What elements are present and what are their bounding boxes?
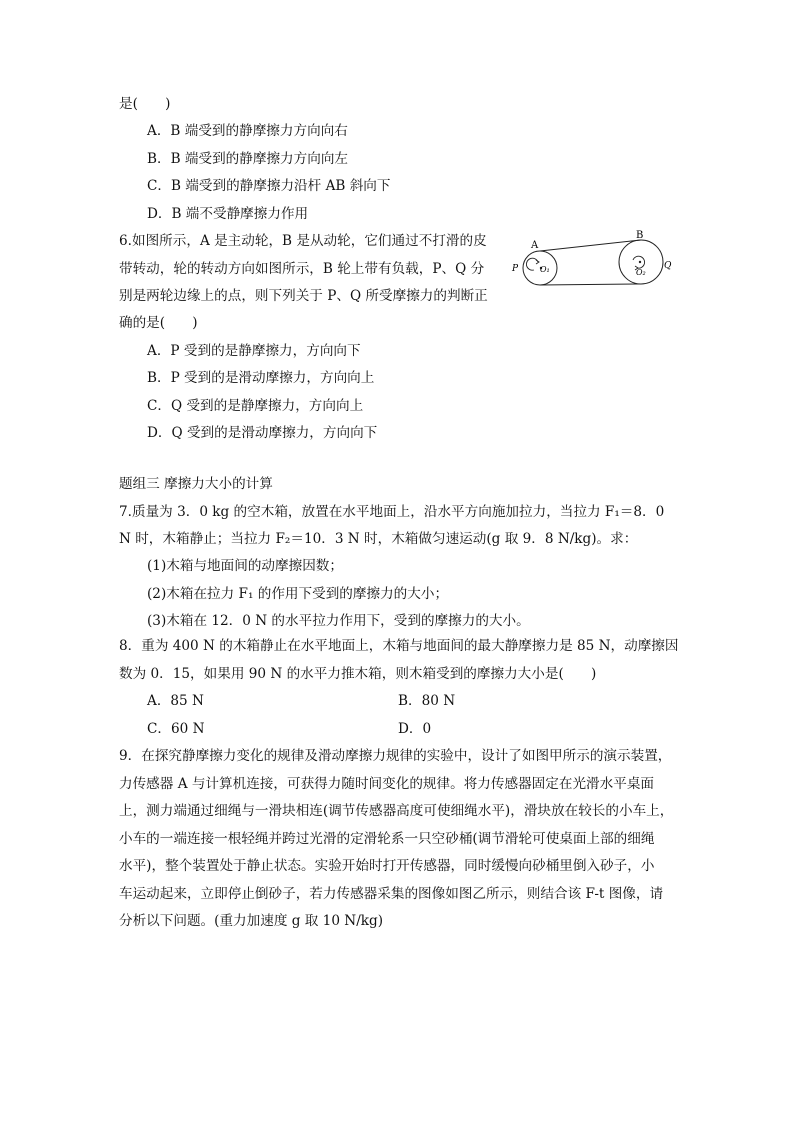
q9-stem-line-6: 车运动起来，立即停止倒砂子，若力传感器采集的图像如图乙所示，则结合该 F-t 图像，请 <box>119 886 664 902</box>
q6-stem-line-1: 6.如图所示，A 是主动轮，B 是从动轮，它们通过不打滑的皮 <box>119 233 487 249</box>
q7-sub-3: (3)木箱在 12．0 N 的水平拉力作用下，受到的摩擦力的大小。 <box>147 613 530 629</box>
q6-option-d: D．Q 受到的是滑动摩擦力，方向向下 <box>147 425 378 441</box>
q5-stem-end: 是( ) <box>119 96 171 112</box>
q6-stem-line-4: 确的是( ) <box>119 315 198 331</box>
center-o2 <box>639 261 641 263</box>
q7-sub-1: (1)木箱与地面间的动摩擦因数； <box>147 558 343 574</box>
belt-bottom <box>540 284 641 285</box>
rotation-arrow-a-head <box>536 260 539 264</box>
label-o1: O₁ <box>540 265 550 274</box>
belt-pulley-diagram <box>505 228 680 293</box>
q5-option-c: C．B 端受到的静摩擦力沿杆 AB 斜向下 <box>147 178 391 194</box>
q5-option-b: B．B 端受到的静摩擦力方向向左 <box>147 151 349 167</box>
q8-option-a: A．85 N <box>147 693 204 709</box>
q6-stem-line-3: 别是两轮边缘上的点，则下列关于 P、Q 所受摩擦力的判断正 <box>119 288 488 304</box>
label-a: A <box>531 240 539 251</box>
q6-option-b: B．P 受到的是滑动摩擦力，方向向上 <box>147 370 375 386</box>
label-b: B <box>636 230 644 241</box>
q9-stem-line-7: 分析以下问题。(重力加速度 g 取 10 N/kg) <box>119 913 384 929</box>
rotation-arrow-b <box>633 256 645 268</box>
q8-stem-line-1: 8．重为 400 N 的木箱静止在水平地面上，木箱与地面间的最大静摩擦力是 85 N，动摩擦因 <box>119 638 679 654</box>
label-o2: O₂ <box>636 268 646 277</box>
q6-option-c: C．Q 受到的是静摩擦力，方向向上 <box>147 398 364 414</box>
q8-option-d: D．0 <box>398 721 432 737</box>
q7-stem-line-1: 7.质量为 3．0 kg 的空木箱，放置在水平地面上，沿水平方向施加拉力，当拉力 F₁＝8．0 <box>119 504 665 520</box>
q9-stem-line-4: 小车的一端连接一根轻绳并跨过光滑的定滑轮系一只空砂桶(调节滑轮可使桌面上部的细绳 <box>119 831 655 847</box>
q9-stem-line-2: 力传感器 A 与计算机连接，可获得力随时间变化的规律。将力传感器固定在光滑水平桌面 <box>119 776 655 792</box>
label-q: Q <box>664 261 672 271</box>
q5-option-a: A．B 端受到的静摩擦力方向向右 <box>147 123 348 139</box>
label-p: P <box>512 264 519 274</box>
q6-option-a: A．P 受到的是静摩擦力，方向向下 <box>147 343 361 359</box>
q9-stem-line-5: 水平)，整个装置处于静止状态。实验开始时打开传感器，同时缓慢向砂桶里倒入砂子，小 <box>119 858 655 874</box>
q8-option-b: B．80 N <box>398 693 456 709</box>
q7-stem-line-2: N 时，木箱静止；当拉力 F₂＝10．3 N 时，木箱做匀速运动(g 取 9．8 N/kg)。求： <box>119 531 638 547</box>
q6-stem-line-2: 带转动，轮的转动方向如图所示，B 轮上带有负载，P、Q 分 <box>119 261 485 277</box>
q5-option-d: D．B 端不受静摩擦力作用 <box>147 206 309 222</box>
q7-sub-2: (2)木箱在拉力 F₁ 的作用下受到的摩擦力的大小； <box>147 586 449 602</box>
q8-option-c: C．60 N <box>147 721 205 737</box>
section-heading-group-3: 题组三 摩擦力大小的计算 <box>119 476 273 492</box>
q9-stem-line-3: 上，测力端通过细绳与一滑块相连(调节传感器高度可使细绳水平)，滑块放在较长的小车上， <box>119 803 674 819</box>
q9-stem-line-1: 9．在探究静摩擦力变化的规律及滑动摩擦力规律的实验中，设计了如图甲所示的演示装置， <box>119 748 672 764</box>
q8-stem-line-2: 数为 0．15，如果用 90 N 的水平力推木箱，则木箱受到的摩擦力大小是( ) <box>119 666 597 682</box>
